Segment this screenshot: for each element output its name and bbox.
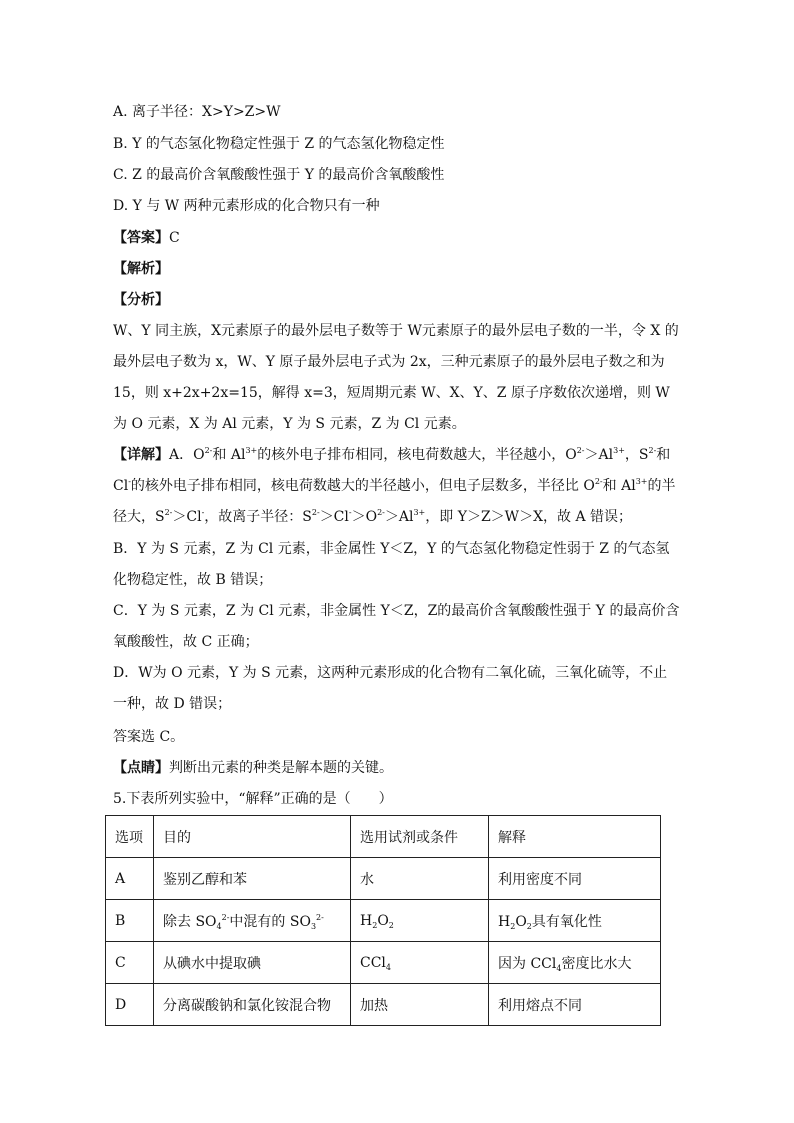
table-cell: $H_2O_2$具有氧化性 xyxy=(489,900,661,942)
detail-label: 【详解】 xyxy=(113,447,169,463)
table-cell: 除去 $SO_4^{2-}$中混有的 $SO_3^{2-}$ xyxy=(154,900,351,942)
table-cell: 鉴别乙醇和苯 xyxy=(154,858,351,900)
table-header-cell: 选项 xyxy=(106,816,154,858)
jiexi-label: 【解析】 xyxy=(113,261,169,277)
table-header-cell: 目的 xyxy=(154,816,351,858)
table-cell: 加热 xyxy=(351,984,489,1026)
dianjing-label: 【点睛】 xyxy=(113,760,169,776)
answer-value: C xyxy=(169,230,180,246)
option-b: B. Y 的气态氢化物稳定性强于 Z 的气态氢化物稳定性 xyxy=(113,136,445,152)
fenxi-label: 【分析】 xyxy=(113,292,169,308)
table-row xyxy=(106,942,661,984)
detail-conclusion: 答案选 C。 xyxy=(113,729,185,745)
table-row xyxy=(106,900,661,942)
option-a: A. 离子半径：X>Y>Z>W xyxy=(113,104,281,120)
table-cell: 从碘水中提取碘 xyxy=(154,942,351,984)
detail-c: C．Y 为 S 元素，Z 为 Cl 元素，非金属性 Y＜Z，Z的最高价含氧酸酸性强于 Y 的最高价含氧酸酸性，故 C 正确； xyxy=(113,603,680,650)
option-c: C. Z 的最高价含氧酸酸性强于 Y 的最高价含氧酸酸性 xyxy=(113,167,445,183)
experiment-table xyxy=(105,815,661,1026)
table-cell: C xyxy=(106,942,154,984)
answer-label: 【答案】 xyxy=(113,230,169,246)
table-header-cell: 解释 xyxy=(489,816,661,858)
table-cell: 水 xyxy=(351,858,489,900)
table-cell: 分离碳酸钠和氯化铵混合物 xyxy=(154,984,351,1026)
table-cell: CCl$_4$ xyxy=(351,942,489,984)
option-d: D. Y 与 W 两种元素形成的化合物只有一种 xyxy=(113,198,380,214)
detail-d: D．W为 O 元素，Y 为 S 元素，这两种元素形成的化合物有二氧化硫，三氧化硫等，不止一种，故 D 错误； xyxy=(113,665,668,712)
answer-line xyxy=(113,228,180,248)
table-cell: D xyxy=(106,984,154,1026)
table-cell: 利用密度不同 xyxy=(489,858,661,900)
table-header-row xyxy=(106,816,661,858)
dianjing-line xyxy=(113,758,393,778)
table-cell: 因为 CCl$_4$密度比水大 xyxy=(489,942,661,984)
detail-b: B．Y 为 S 元素，Z 为 Cl 元素，非金属性 Y＜Z，Y 的气态氢化物稳定性弱于 Z 的气态氢化物稳定性，故 B 错误； xyxy=(113,541,670,588)
table-row xyxy=(106,984,661,1026)
table-row xyxy=(106,858,661,900)
table-cell: A xyxy=(106,858,154,900)
table-cell: 利用熔点不同 xyxy=(489,984,661,1026)
table-cell: $H_2O_2$ xyxy=(351,900,489,942)
question-5: 5.下表所列实验中，“解释”正确的是（ ） xyxy=(113,791,393,807)
table-cell: B xyxy=(106,900,154,942)
dianjing-text: 判断出元素的种类是解本题的关键。 xyxy=(169,760,393,776)
detail-a: 【详解】A．$O^{2-}$和 $Al^{3+}$的核外电子排布相同，核电荷数越大，半径越小，$O^{2-}>Al^{3+}$，$S^{2-}$和 Cl-的核外电子排布相同，核电荷数越大的半径越小，但电子层数多，半径比 $O^{2-}$和 $Al^{3+}$的半径大，$S^{2-}>Cl^-$，故离子半径：$S^{2-}>Cl^->O^{2-}>Al^{3+}$，即 Y＞Z＞W＞X，故 A 错误； xyxy=(113,446,676,525)
table-header-cell: 选用试剂或条件 xyxy=(351,816,489,858)
fenxi-text: W、Y 同主族，X元素原子的最外层电子数等于 W元素原子的最外层电子数的一半，令 X 的最外层电子数为 x，W、Y 原子最外层电子式为 2x，三种元素原子的最外层电子数之和为 15，则 x+2x+2x=15，解得 x=3，短周期元素 W、X、Y、Z 原子序数依次递增，则 W为 O 元素，X 为 Al 元素，Y 为 S 元素，Z 为 Cl 元素。 xyxy=(113,323,679,432)
